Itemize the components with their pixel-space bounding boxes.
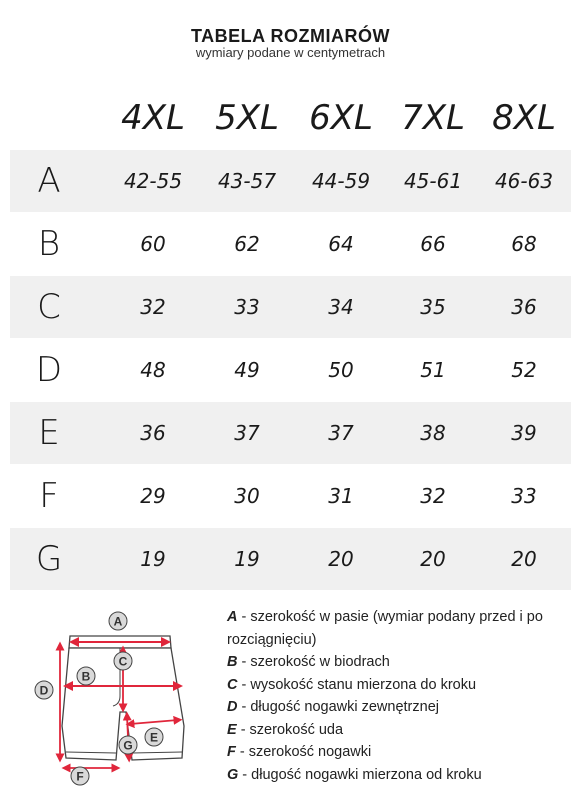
- legend-letter: A: [227, 609, 238, 625]
- table-cell: 19: [234, 547, 260, 571]
- legend-text: - szerokość w biodrach: [237, 654, 390, 670]
- row-label: F: [39, 476, 59, 516]
- table-cell: 45-61: [403, 169, 463, 193]
- table-cell: 50: [328, 358, 354, 382]
- legend-letter: D: [227, 699, 238, 715]
- table-cell: 36: [511, 295, 537, 319]
- table-cell: 31: [328, 484, 354, 508]
- legend-text: - długość nogawki mierzona od kroku: [238, 766, 482, 783]
- size-header-6xl: 6XL: [309, 98, 373, 138]
- marker-g-label: G: [123, 738, 133, 753]
- legend-text: - wysokość stanu mierzona do kroku: [237, 676, 477, 693]
- table-cell: 43-57: [217, 169, 277, 193]
- table-cell: 20: [420, 547, 446, 571]
- table-row-e: [10, 402, 571, 464]
- row-label: E: [38, 413, 60, 453]
- legend-item-b: [227, 651, 572, 674]
- measurement-legend: [227, 606, 572, 786]
- legend-letter: C: [227, 676, 238, 693]
- row-label: G: [35, 539, 63, 579]
- table-cell: 51: [420, 358, 446, 382]
- table-cell: 68: [511, 232, 537, 256]
- table-cell: 34: [328, 295, 354, 319]
- table-cell: 33: [511, 484, 537, 508]
- marker-g: [119, 736, 137, 754]
- legend-letter: E: [227, 721, 237, 738]
- page-title: TABELA ROZMIARÓW: [191, 26, 390, 46]
- table-row-c: [10, 276, 571, 338]
- marker-f: [71, 767, 89, 785]
- table-cell: 46-63: [494, 169, 554, 193]
- legend-item-a: [227, 606, 572, 651]
- shorts-measurement-diagram: [8, 608, 213, 793]
- table-cell: 20: [511, 547, 537, 571]
- row-label: D: [35, 350, 63, 390]
- legend-item-g: [227, 764, 572, 787]
- table-cell: 52: [511, 358, 537, 382]
- table-cell: 37: [328, 421, 354, 445]
- table-row-a: [10, 150, 571, 212]
- marker-b: [77, 667, 95, 685]
- legend-text: - szerokość w pasie (wymiar podany przed i po rozciągnięciu): [227, 609, 543, 648]
- table-cell: 33: [234, 295, 260, 319]
- table-cell: 64: [328, 232, 354, 256]
- table-row-d: [10, 339, 571, 401]
- table-cell: 32: [140, 295, 166, 319]
- legend-text: - długość nogawki zewnętrznej: [237, 699, 439, 715]
- table-cell: 30: [234, 484, 260, 508]
- marker-f-label: F: [76, 769, 84, 784]
- table-row-f: [10, 465, 571, 527]
- size-header-4xl: 4XL: [121, 98, 185, 138]
- row-label: B: [37, 224, 61, 264]
- marker-a: [109, 612, 127, 630]
- size-header-8xl: 8XL: [492, 98, 556, 138]
- table-cell: 29: [140, 484, 166, 508]
- legend-letter: B: [227, 654, 238, 670]
- table-cell: 39: [511, 421, 537, 445]
- legend-text: - szerokość nogawki: [235, 744, 372, 760]
- table-cell: 44-59: [311, 169, 371, 193]
- marker-b-label: B: [81, 669, 91, 684]
- table-row-g: [10, 528, 571, 590]
- marker-e-label: E: [149, 730, 159, 745]
- legend-text: - szerokość uda: [236, 721, 344, 738]
- table-cell: 37: [234, 421, 260, 445]
- legend-item-f: [227, 741, 572, 764]
- table-cell: 38: [420, 421, 446, 445]
- marker-d: [35, 681, 53, 699]
- marker-c-label: C: [118, 654, 128, 669]
- size-header-7xl: 7XL: [401, 98, 465, 138]
- marker-c: [114, 652, 132, 670]
- table-cell: 66: [420, 232, 446, 256]
- marker-e: [145, 728, 163, 746]
- table-cell: 60: [140, 232, 166, 256]
- table-cell: 36: [140, 421, 166, 445]
- page-subtitle: wymiary podane w centymetrach: [195, 45, 386, 60]
- row-label: A: [37, 161, 61, 201]
- table-cell: 35: [420, 295, 446, 319]
- table-row-b: [10, 213, 571, 275]
- legend-letter: G: [227, 766, 239, 783]
- legend-item-d: [227, 696, 572, 719]
- legend-letter: F: [227, 744, 236, 760]
- size-header-5xl: 5XL: [215, 98, 279, 138]
- table-cell: 49: [234, 358, 260, 382]
- row-label: C: [37, 287, 61, 327]
- size-header-row: [10, 90, 571, 146]
- table-cell: 19: [140, 547, 166, 571]
- marker-a-label: A: [113, 614, 123, 629]
- marker-d-label: D: [39, 683, 49, 698]
- legend-item-c: [227, 674, 572, 697]
- table-cell: 20: [328, 547, 354, 571]
- table-cell: 62: [234, 232, 260, 256]
- table-cell: 48: [140, 358, 166, 382]
- table-cell: 32: [420, 484, 446, 508]
- legend-item-e: [227, 719, 572, 742]
- table-cell: 42-55: [123, 169, 183, 193]
